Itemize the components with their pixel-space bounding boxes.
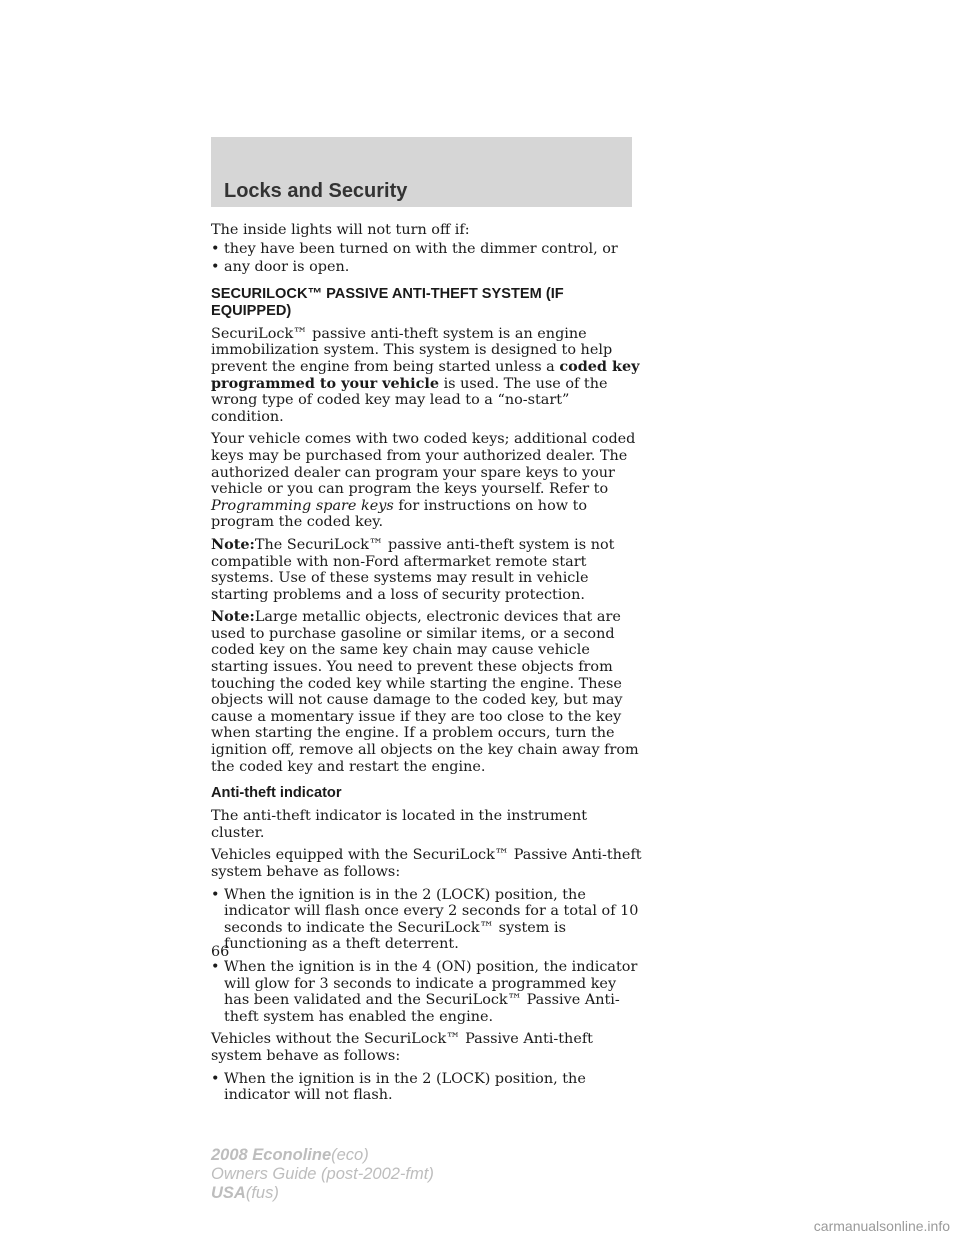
bullet-icon: • [211,240,220,257]
indicator-paragraph-1: The anti-theft indicator is located in the instrument cluster. [211,808,588,841]
list-item: • they have been turned on with the dimmer control, or [211,240,618,257]
cross-reference: Programming spare keys [211,497,394,514]
note-1: Note:The SecuriLock™ passive anti-theft system is not compatible with non-Ford aftermarket remote start systems. Use of these systems may result in vehicle starting problems and a loss of security protection. [211,535,615,603]
indicator-paragraph-2: Vehicles equipped with the SecuriLock™ Passive Anti-theft system behave as follows: [211,847,642,880]
list-item: • When the ignition is in the 4 (ON) position, the indicator will glow for 3 seconds to indicate a programmed key has been validated and the SecuriLock™ Passive Anti-theft system has enabled the engine. [211,958,638,1025]
page-content [211,222,643,1110]
list-item: • When the ignition is in the 2 (LOCK) position, the indicator will not flash. [211,1070,586,1104]
bullet-icon: • [211,886,220,903]
list-item: • any door is open. [211,259,350,276]
indicator-heading: Anti-theft indicator [211,785,342,802]
securilock-paragraph-1: SecuriLock™ passive anti-theft system is an engine immobilization system. This system is designed to help prevent the engine from being started unless a coded key programmed to your vehicle is used. The use of the wrong type of coded key may lead to a “no-start” condition. [211,325,640,425]
bullet-icon: • [211,1070,220,1087]
bullet-icon: • [211,958,220,975]
indicator-paragraph-3: Vehicles without the SecuriLock™ Passive Anti-theft system behave as follows: [211,1031,593,1064]
note-label: Note: [211,535,255,553]
intro-paragraph: The inside lights will not turn off if: [211,222,470,238]
note-2: Note:Large metallic objects, electronic devices that are used to purchase gasoline or similar items, or a second coded key on the same key chain may cause vehicle starting issues. You need to prevent these objects from touching the coded key while starting the engine. These objects will not cause damage to the coded key, but may cause a momentary issue if they are too close to the key when starting the engine. If a problem occurs, turn the ignition off, remove all objects on the key chain away from the coded key and restart the engine. [211,608,639,775]
page-number: 66 [211,944,230,960]
securilock-heading: SECURILOCK™ PASSIVE ANTI-THEFT SYSTEM (IF EQUIPPED) [211,285,564,319]
list-item: • When the ignition is in the 2 (LOCK) position, the indicator will flash once every 2 seconds for a total of 10 seconds to indicate the SecuriLock™ system is functioning as a theft deterrent. [211,886,639,953]
watermark-link[interactable]: carmanualsonline.info [813,1218,950,1234]
securilock-paragraph-2: Your vehicle comes with two coded keys; additional coded keys may be purchased from your authorized dealer. The authorized dealer can program your spare keys to your vehicle or you can program the keys yourself. Refer to Programming spare keys for instructions on how to program the coded key. [211,431,636,531]
bullet-icon: • [211,259,220,276]
document-footer: 2008 Econoline(eco) Owners Guide (post-2002-fmt) USA(fus) [211,1146,434,1202]
note-label: Note: [211,608,255,626]
section-title: Locks and Security [224,180,408,202]
